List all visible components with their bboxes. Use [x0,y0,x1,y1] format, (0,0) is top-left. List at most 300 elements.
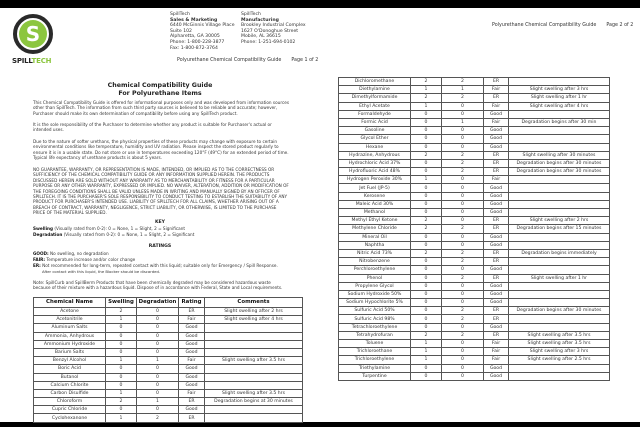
cell-degradation: 0 [442,299,484,307]
cell-swelling: 2 [411,151,442,159]
intro-paragraph: This Chemical Compatibility Guide is offered for informational purposes only and was developed from information sources other than SpillTech. The information from such third party sources is believed to be reliable and accurate; however, Purchaser should make its own determination of compatibility before using any SpillTech product. [33,100,290,116]
page-header-1: Polyurethane Chemical Compatibility Guide Page 1 of 2 [177,58,319,63]
cell-comments: Degradation begins after 30 minutes [509,159,610,167]
cell-chemical-name: Jet Fuel (JP-5) [339,184,411,192]
table-row [34,340,303,348]
cell-comments [509,290,610,298]
cell-swelling: 0 [411,258,442,266]
cell-comments: Slight swelling after 2.5 hrs [509,356,610,364]
cell-chemical-name: Methanol [339,209,411,217]
cell-comments: Degradation begins after 30 minutes [509,168,610,176]
table-row [339,94,610,102]
cell-chemical-name: Dichloromethane [339,78,411,86]
cell-comments [509,372,610,380]
cell-degradation: 0 [137,332,179,340]
table-row [34,308,303,316]
cell-swelling: 0 [411,110,442,118]
cell-degradation: 0 [442,340,484,348]
cell-comments [205,324,303,332]
table-row [339,200,610,208]
address-sales: SpillTech Sales & Marketing 6440 McGinnis Village Place Suite 102 Alpharetta, GA 30005 Phone: 1-800-228-3877 Fax: 1-800-872-3764 [170,12,235,51]
table-row [339,217,610,225]
cell-degradation: 2 [442,274,484,282]
cell-swelling: 2 [411,225,442,233]
cell-swelling: 0 [411,168,442,176]
cell-comments: Slight swelling after 1 hr [509,274,610,282]
document-title: Chemical Compatibility Guide For Polyurethane Items [107,82,213,97]
cell-chemical-name: Sulfuric Acid 98% [339,315,411,323]
table-row [339,225,610,233]
cell-degradation: 0 [442,372,484,380]
cell-comments [509,266,610,274]
cell-rating: Good [484,127,509,135]
cell-rating: Good [179,373,205,381]
cell-swelling: 1 [106,357,137,365]
table-row [339,192,610,200]
cell-comments [205,381,303,389]
cell-comments [509,299,610,307]
cell-chemical-name: Methyl Ethyl Ketone [339,217,411,225]
cell-comments [509,241,610,249]
cell-comments [509,143,610,151]
cell-comments [509,315,610,323]
chemical-table-page-2 [338,77,610,381]
cell-rating: Good [484,266,509,274]
table-row [339,364,610,372]
urethane-paragraph: Due to the nature of softer urethans, the physical properties of these products may change with exposure to certain environmental conditions like temperature, humidity and UV radiation. Please inspect the stored product regularly to ensure it is in a usable state. Do not store or use in temperatures exceeding 120°F (49°C) for an extended period of time. Typical life expectancy of urethane products is about 5 years. [33,139,289,161]
document-sheet [0,8,640,422]
cell-chemical-name: Maleic Acid 30% [339,200,411,208]
cell-swelling: 2 [106,398,137,406]
key-degradation: Degradation (Visually rated from 0-2): 0 = None, 1 = Slight, 2 = Significant [33,232,195,237]
cell-chemical-name: Formic Acid [339,118,411,126]
cell-rating: Good [484,282,509,290]
cell-comments: Degradation begins immediately [509,249,610,257]
responsibility-paragraph: It is the sole responsibility of the Purchaser to determine whether any product is suitable for Purchaser's actual or intended uses. [33,122,272,133]
cell-comments [205,348,303,356]
cell-degradation: 0 [442,233,484,241]
cell-comments: Slight swelling after 3.5 hrs [509,340,610,348]
cell-chemical-name: Perchloroethylene [339,266,411,274]
cell-comments [509,364,610,372]
cell-chemical-name: Naphtha [339,241,411,249]
cell-rating: Good [484,323,509,331]
cell-chemical-name: Aluminum Salts [34,324,106,332]
table-row [339,340,610,348]
cell-swelling: 2 [411,249,442,257]
cell-comments [509,184,610,192]
cell-swelling: 0 [411,127,442,135]
page-1 [0,8,320,422]
cell-rating: Good [484,200,509,208]
cell-rating: Fair [484,102,509,110]
cell-degradation: 0 [137,316,179,324]
cell-swelling: 0 [411,233,442,241]
cell-chemical-name: Turpentine [339,372,411,380]
cell-comments [509,192,610,200]
rating-er: ER: Not recommended for long-term, repeated contact with this liquid; suitable only for Emergency / Spill Response. [33,263,278,268]
table-row [339,184,610,192]
cell-swelling: 2 [411,94,442,102]
table-row [339,323,610,331]
cell-comments: Degradation begins at 30 minutes [205,398,303,406]
cell-rating: ER [484,225,509,233]
table-row [339,372,610,380]
table-row [339,78,610,86]
table-row [339,86,610,94]
cell-rating: Good [484,299,509,307]
cell-chemical-name: Tetrahydrofuran [339,331,411,339]
cell-degradation: 0 [442,348,484,356]
cell-rating: Good [179,324,205,332]
cell-degradation: 2 [442,168,484,176]
cell-swelling: 0 [106,373,137,381]
spilltech-logo [12,14,56,65]
cell-rating: Good [484,241,509,249]
cell-degradation: 0 [137,348,179,356]
cell-swelling: 0 [411,290,442,298]
cell-chemical-name: Hydrogen Peroxide 30% [339,176,411,184]
cell-chemical-name: Cyclohexanone [34,414,106,422]
table-row [34,389,303,397]
cell-degradation: 0 [442,184,484,192]
cell-swelling: 0 [106,348,137,356]
cell-rating: Fair [179,316,205,324]
cell-degradation: 0 [442,356,484,364]
cell-comments [509,110,610,118]
cell-swelling: 0 [106,381,137,389]
cell-chemical-name: Tetrachloroethylene [339,323,411,331]
rating-fair: FAIR: Temperature increase and/or color change [33,257,136,262]
table-row [339,143,610,151]
table-row [339,274,610,282]
cell-rating: Good [179,332,205,340]
cell-swelling: 0 [411,323,442,331]
cell-comments: Slight swelling after 30 minutes [509,151,610,159]
cell-comments [205,332,303,340]
table-row [34,406,303,414]
cell-chemical-name: Dimethylformamide [339,94,411,102]
cell-comments: Slight swelling after 4 hrs [509,102,610,110]
cell-chemical-name: Ethyl Acetate [339,102,411,110]
table-row [339,127,610,135]
cell-chemical-name: Trichloroethane [339,348,411,356]
cell-rating: Fair [484,86,509,94]
cell-degradation: 0 [442,200,484,208]
cell-degradation: 0 [442,143,484,151]
cell-degradation: 0 [442,217,484,225]
table-row [339,356,610,364]
cell-swelling: 1 [106,316,137,324]
cell-rating: Good [484,192,509,200]
cell-degradation: 0 [137,389,179,397]
cell-degradation: 1 [442,118,484,126]
cell-chemical-name: Kerosene [339,192,411,200]
table-row [34,365,303,373]
cell-comments [205,406,303,414]
cell-rating: Good [179,340,205,348]
cell-chemical-name: Acetonitrile [34,316,106,324]
table-row [339,282,610,290]
table-row [339,290,610,298]
cell-degradation: 0 [137,406,179,414]
cell-degradation: 0 [137,365,179,373]
cell-chemical-name: Ammonium Hydroxide [34,340,106,348]
cell-degradation: 1 [442,86,484,94]
cell-comments: Slight swelling after 2 hrs [205,308,303,316]
rating-good: GOOD: No swelling, no degradation [33,251,109,256]
cell-swelling: 0 [411,200,442,208]
header-chemical-name: Chemical Name [34,298,106,308]
cell-degradation: 0 [442,192,484,200]
cell-rating: Good [484,233,509,241]
cell-rating: ER [484,258,509,266]
table-row [339,331,610,339]
table-row [339,135,610,143]
key-heading: KEY [154,220,166,225]
cell-swelling: 1 [411,356,442,364]
cell-rating: Good [179,381,205,389]
cell-comments: Slight swelling after 3 hrs [509,348,610,356]
cell-rating: Fair [484,340,509,348]
cell-rating: ER [179,308,205,316]
cell-swelling: 0 [411,184,442,192]
cell-swelling: 0 [411,364,442,372]
cell-degradation: 0 [442,110,484,118]
table-row [34,398,303,406]
cell-rating: ER [484,331,509,339]
cell-chemical-name: Butanol [34,373,106,381]
cell-rating: Good [484,135,509,143]
cell-degradation: 2 [442,331,484,339]
table-row [339,102,610,110]
page-header-2: Polyurethane Chemical Compatibility Guide Page 2 of 2 [492,23,634,28]
cell-rating: Good [484,364,509,372]
cell-swelling: 2 [106,308,137,316]
table-row [34,414,303,422]
disclaimer-paragraph: NO GUARANTEE, WARRANTY, OR REPRESENTATION IS MADE, INTENDED, OR IMPLIED AS TO THE CORRECTNESS OR SUFFICIENCY OF THE CHEMICAL COMPATIBILITY GUIDE OR ANY INFORMATION SUPPLIED HEREIN. THE PRODUCTS DISCUSSED HEREIN ARE SOLD WITHOUT ANY WARRANTY AS TO MERCHANTABILITY OR FITNESS FOR A PARTICULAR PURPOSE OR ANY OTHER WARRANTY, EXPRESSED OR IMPLIED. NO WAIVER, ALTERATION, ADDITION OR MODIFICATION OF THE FOREGOING CONDITIONS SHALL BE VALID UNLESS MADE IN WRITING AND MANUALLY SIGNED BY AN OFFICER OF SPILLTECH. IT IS THE PURCHASER'S SOLE RESPONSIBILITY TO CONDUCT TESTING TO ESTABLISH THE SUITABILITY OF ANY PRODUCT FOR PURCHASER'S INTENDED USE. LIABILITY OF SPILLTECH FOR ALL CLAIMS, WHETHER ARISING OUT OF A BREACH OF CONTRACT, WARRANTY, NEGLIGENCE, STRICT LIABILITY, OR OTHERWISE, IS LIMITED TO THE PURCHASE PRICE OF THE MATERIAL SUPPLIED. [33,167,289,216]
cell-rating: ER [484,274,509,282]
logo-wordmark: SPILLTECH [12,57,52,65]
cell-comments: Slight swelling after 2 hrs [509,217,610,225]
table-row [339,176,610,184]
cell-swelling: 0 [411,135,442,143]
cell-degradation: 2 [442,94,484,102]
cell-rating: Good [484,143,509,151]
cell-swelling: 0 [411,209,442,217]
cell-swelling: 2 [411,331,442,339]
cell-comments: Slight swelling after 3.5 hrs [205,357,303,365]
cell-chemical-name: Mineral Oil [339,233,411,241]
cell-swelling: 1 [411,348,442,356]
cell-rating: Good [484,290,509,298]
cell-comments: Slight swelling after 3 hrs [509,86,610,94]
cell-degradation: 0 [442,135,484,143]
cell-rating: ER [484,151,509,159]
cell-swelling: 0 [411,266,442,274]
cell-degradation: 2 [442,315,484,323]
cell-chemical-name: Calcium Chlorite [34,381,106,389]
table-header-row [34,298,303,308]
cell-rating: ER [484,217,509,225]
cell-comments [509,233,610,241]
cell-rating: ER [484,159,509,167]
cell-degradation: 0 [137,324,179,332]
cell-comments: Degradation begins after 15 minutes [509,225,610,233]
cell-degradation: 0 [442,209,484,217]
cell-rating: Good [484,184,509,192]
cell-rating: Good [179,406,205,414]
cell-rating: ER [179,398,205,406]
logo-s-icon: S [19,20,47,48]
cell-comments [509,127,610,135]
cell-swelling: 1 [411,102,442,110]
cell-chemical-name: Toluene [339,340,411,348]
cell-degradation: 1 [137,357,179,365]
address-manufacturing: SpillTech Manufacturing Brookley Industrial Complex 1627 O'Donoghue Street Mobile, AL 36615 Phone: 1-251-694-0102 [241,12,306,45]
cell-comments [509,258,610,266]
cell-chemical-name: Hydrofluoric Acid 48% [339,168,411,176]
cell-chemical-name: Boric Acid [34,365,106,373]
table-row [34,348,303,356]
key-swelling: Swelling (Visually rated from 0-2): 0 = None, 1 = Slight, 2 = Significant [33,226,186,231]
cell-chemical-name: Barium Salts [34,348,106,356]
table-row [339,315,610,323]
cell-chemical-name: Sulfuric Acid 50% [339,307,411,315]
header-rating: Rating [179,298,205,308]
cell-degradation: 0 [442,266,484,274]
cell-swelling: 1 [106,389,137,397]
cell-comments: Slight swelling after 3.5 hrs [205,389,303,397]
table-row [339,110,610,118]
table-row [339,151,610,159]
cell-swelling: 0 [411,192,442,200]
header-comments: Comments [205,298,303,308]
table-row [339,209,610,217]
page-2 [320,8,640,422]
cell-swelling: 0 [411,372,442,380]
table-row [339,266,610,274]
cell-rating: Good [179,365,205,373]
cell-rating: Good [484,372,509,380]
cell-chemical-name: Hexane [339,143,411,151]
cell-degradation: 1 [137,398,179,406]
cell-degradation: 2 [442,307,484,315]
cell-chemical-name: Sodium Hydroxide 50% [339,290,411,298]
cell-rating: ER [484,307,509,315]
rating-er-note: After contact with this liquid, the Blocker should be discarded. [42,269,161,274]
cell-comments [509,209,610,217]
disposal-note: Note: SpillCurb and SpillBerm Products that have been chemically degraded may be considered hazardous waste because of their mixture with a hazardous liquid. Dispose of in accordance with Federal, State and Local requirements. [33,280,283,291]
cell-rating: ER [484,78,509,86]
cell-comments [509,176,610,184]
table-row [339,258,610,266]
cell-degradation: 2 [137,414,179,422]
table-row [339,241,610,249]
table-row [339,249,610,257]
cell-chemical-name: Sodium Hypochlorite 5% [339,299,411,307]
table-row [339,233,610,241]
cell-swelling: 0 [411,307,442,315]
cell-rating: ER [484,249,509,257]
cell-rating: ER [484,168,509,176]
cell-degradation: 0 [442,323,484,331]
cell-comments [205,373,303,381]
cell-rating: ER [484,94,509,102]
cell-rating: Fair [484,356,509,364]
cell-degradation: 2 [442,258,484,266]
cell-rating: ER [484,315,509,323]
cell-swelling: 0 [411,299,442,307]
cell-rating: Fair [484,118,509,126]
cell-swelling: 0 [411,315,442,323]
cell-rating: ER [179,414,205,422]
cell-comments: Degradation begins after 30 minutes [509,307,610,315]
cell-comments [509,323,610,331]
header-degradation: Degradation [137,298,179,308]
table-row [34,381,303,389]
cell-chemical-name: Benzyl Alcohol [34,357,106,365]
cell-rating: Fair [179,357,205,365]
cell-chemical-name: Diethylamine [339,86,411,94]
cell-chemical-name: Gasoline [339,127,411,135]
cell-swelling: 0 [106,365,137,373]
cell-chemical-name: Ammonia, Anhydrous [34,332,106,340]
cell-comments: Slight swelling after 4 hrs [205,316,303,324]
cell-degradation: 0 [442,290,484,298]
cell-chemical-name: Hydrochloric Acid 37% [339,159,411,167]
cell-chemical-name: Nitric Acid 73% [339,249,411,257]
cell-swelling: 2 [411,78,442,86]
cell-swelling: 1 [411,86,442,94]
cell-chemical-name: Nitrobenzene [339,258,411,266]
logo-ring-icon [13,14,53,54]
cell-comments [509,78,610,86]
cell-swelling: 0 [411,118,442,126]
cell-chemical-name: Methylene Chloride [339,225,411,233]
cell-degradation: 0 [442,102,484,110]
chemical-table-page-1 [33,297,303,423]
cell-swelling: 0 [411,274,442,282]
ratings-heading: RATINGS [148,244,172,249]
cell-chemical-name: Trichloroethylene [339,356,411,364]
table-row [34,357,303,365]
cell-chemical-name: Hydrazine, Anhydrous [339,151,411,159]
cell-swelling: 0 [411,241,442,249]
cell-swelling: 0 [411,159,442,167]
table-row [34,332,303,340]
cell-degradation: 2 [442,225,484,233]
table-row [34,316,303,324]
cell-degradation: 0 [137,308,179,316]
cell-swelling: 1 [411,176,442,184]
cell-rating: Good [179,348,205,356]
cell-degradation: 2 [442,78,484,86]
cell-swelling: 0 [106,332,137,340]
cell-swelling: 1 [106,414,137,422]
cell-comments [509,200,610,208]
cell-chemical-name: Carbon Disulfide [34,389,106,397]
cell-swelling: 0 [106,340,137,348]
table-row [339,168,610,176]
table-row [34,324,303,332]
cell-degradation: 0 [442,282,484,290]
cell-comments [205,365,303,373]
cell-degradation: 0 [137,340,179,348]
cell-comments [205,414,303,422]
cell-degradation: 2 [442,249,484,257]
cell-chemical-name: Triethylamine [339,364,411,372]
